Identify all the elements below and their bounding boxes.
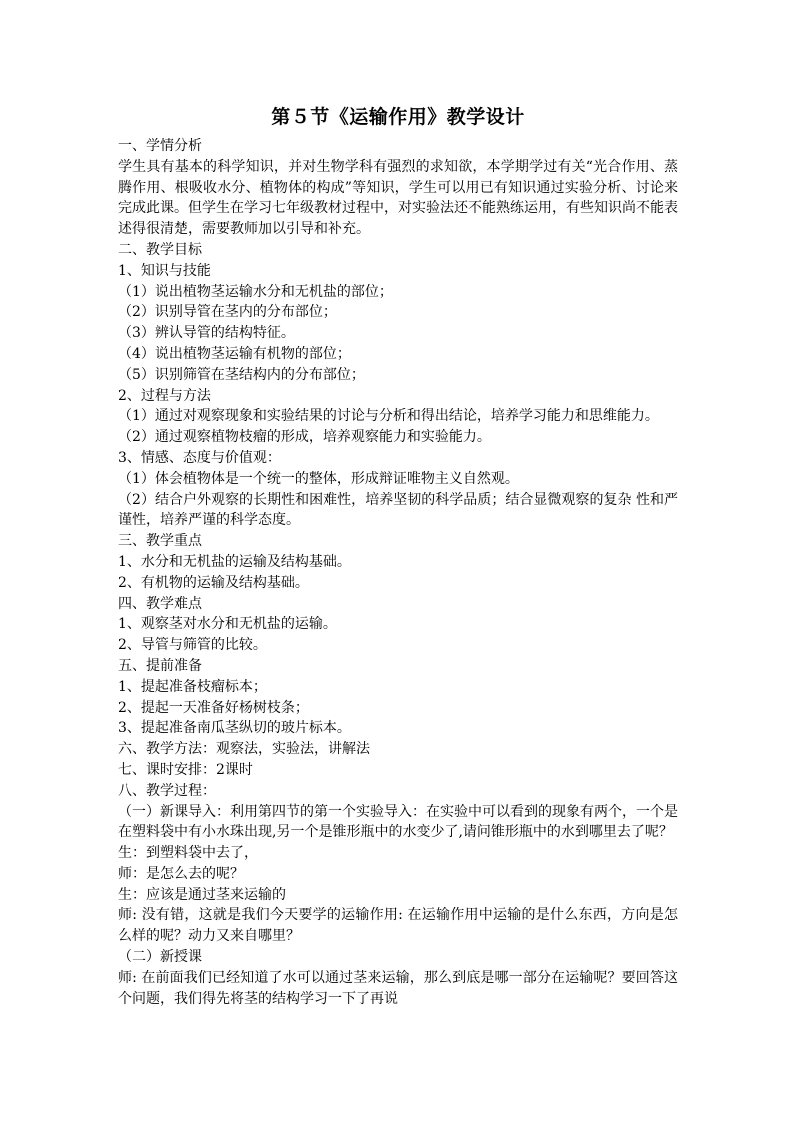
section-heading: 三、教学重点 [118,533,202,550]
list-item: （1）通过对观察现象和实验结果的讨论与分析和得出结论，培养学习能力和思维能力。 [118,408,659,425]
list-item: 1、观察茎对水分和无机盐的运输。 [118,616,337,633]
list-item: 3、提起准备南瓜茎纵切的玻片标本。 [118,720,351,737]
section-heading: 二、教学目标 [118,241,202,258]
dialogue-line: 师: 没有错，这就是我们今天要学的运输作用: 在运输作用中运输的是什么东西，方向是怎么样的呢？动力又来自哪里？ [118,907,678,945]
list-item: （2）识别导管在茎内的分布部位； [118,304,337,321]
paragraph: 学生具有基本的科学知识，并对生物学科有强烈的求知欲，本学期学过有关“光合作用、蒸腾作用、根吸收水分、植物体的构成”等知识，学生可以用已有知识通过实验分析、讨论来完成此课。但学生在学习七年级教材过程中，对实验法还不能熟练运用，有些知识尚不能表述得很清楚，需要教师加以引导和补充。 [118,158,678,238]
section-heading: 五、提前准备 [118,657,202,674]
subsection-heading: 1、知识与技能 [118,262,211,279]
list-item: 2、有机物的运输及结构基础。 [118,574,309,591]
list-item: （5）识别筛管在茎结构内的分布部位； [118,366,365,383]
dialogue-line: 生：到塑料袋中去了， [118,845,258,862]
section-heading: 一、学情分析 [118,138,202,154]
subsection-heading: 3、情感、态度与价值观： [118,449,281,466]
list-item: （1）体会植物体是一个统一的整体，形成辩证唯物主义自然观。 [118,470,519,487]
document-title: 第５节《运输作用》教学设计 [271,106,525,128]
section-heading: 六、教学方法：观察法，实验法，讲解法 [118,741,370,758]
list-item: 2、提起一天准备好杨树枝条； [118,699,309,716]
document-page [118,104,678,1009]
list-item: （2）通过观察植物枝瘤的形成，培养观察能力和实验能力。 [118,429,491,446]
list-item: （1）说出植物茎运输水分和无机盐的部位； [118,283,393,300]
list-item: （4）说出植物茎运输有机物的部位； [118,345,351,362]
subsection-heading: （二）新授课 [118,949,202,966]
dialogue-line: 生：应该是通过茎来运输的 [118,886,286,903]
list-item: 2、导管与筛管的比较。 [118,637,267,654]
list-item: （3）辨认导管的结构特征。 [118,325,295,342]
list-item: 1、提起准备枝瘤标本； [118,678,267,695]
paragraph: （一）新课导入：利用第四节的第一个实验导入：在实验中可以看到的现象有两个，一个是在塑料袋中有小水珠出现,另一个是锥形瓶中的水变少了,请问锥形瓶中的水到哪里去了呢？ [118,803,678,841]
section-heading: 四、教学难点 [118,595,202,612]
section-heading: 七、课时安排：2课时 [118,761,253,778]
document-body [118,136,678,1009]
dialogue-line: 师: 在前面我们已经知道了水可以通过茎来运输，那么到底是哪一部分在运输呢？要回答这个问题，我们得先将茎的结构学习一下了再说 [118,969,678,1007]
dialogue-line: 师：是怎么去的呢？ [118,865,244,882]
subsection-heading: 2、过程与方法 [118,387,211,404]
section-heading: 八、教学过程： [118,782,216,799]
list-item: （2）结合户外观察的长期性和困难性，培养坚韧的科学品质；结合显微观察的复杂 性和严谨性，培养严谨的科学态度。 [118,491,678,529]
list-item: 1、水分和无机盐的运输及结构基础。 [118,553,351,570]
